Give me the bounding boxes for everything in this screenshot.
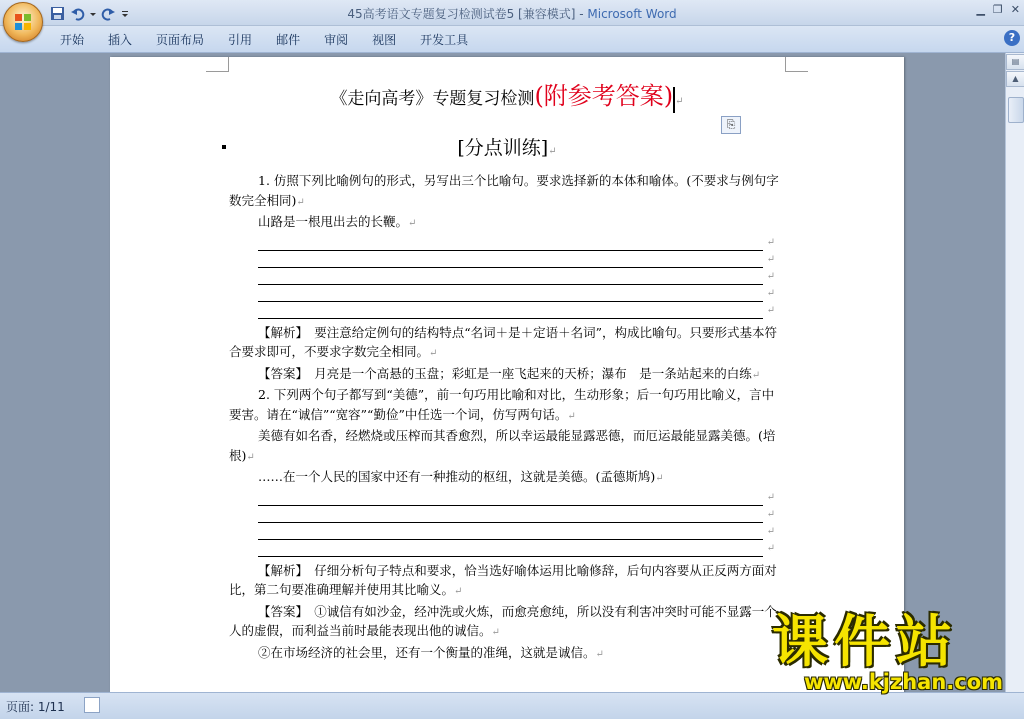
undo-icon[interactable]	[70, 6, 85, 21]
answer-line: ↵	[258, 523, 763, 540]
help-button[interactable]: ?	[1004, 30, 1020, 46]
save-icon[interactable]	[50, 6, 65, 21]
undo-dropdown-icon[interactable]	[90, 6, 96, 21]
answer-line: ↵	[258, 285, 763, 302]
paste-options-icon[interactable]: ⎘	[721, 116, 741, 134]
margin-corner-mark	[206, 57, 229, 72]
customize-qat-icon[interactable]	[121, 6, 129, 21]
question-1-analysis: 【解析】 要注意给定例句的结构特点“名词＋是＋定语＋名词”，构成比喻句。只要形式基本符合要求即可，不要求字数完全相同。↵	[229, 324, 778, 359]
vertical-scrollbar[interactable]	[1005, 53, 1024, 692]
question-2-example-2: ……在一个人民的国家中还有一种推动的枢纽，这就是美德。(孟德斯鸠)↵	[258, 469, 664, 484]
question-2-answer-2: ②在市场经济的社会里，还有一个衡量的准绳，这就是诚信。↵	[258, 644, 604, 660]
question-2: 2. 下列两个句子都写到“美德”，前一句巧用比喻和对比，生动形象；后一句巧用比喻义，言中要害。请在“诚信”“宽容”“勤俭”中任选一个词，仿写两句话。↵	[229, 387, 775, 422]
question-1-answer: 【答案】 月亮是一个高悬的玉盘；彩虹是一座飞起来的天桥；瀑布 是一条站起来的白练↵	[258, 365, 761, 381]
office-button[interactable]	[3, 2, 43, 42]
answer-line: ↵	[258, 251, 763, 268]
answer-line: ↵	[258, 268, 763, 285]
question-1: 1. 仿照下列比喻例句的形式，另写出三个比喻句。要求选择新的本体和喻体。(不要求与例句字数完全相同)↵	[229, 173, 779, 208]
ribbon-tab[interactable]: 引用	[228, 33, 253, 47]
ribbon-tabs	[0, 26, 1024, 53]
answer-line: ↵	[258, 234, 763, 251]
ribbon-tab[interactable]: 视图	[372, 33, 397, 47]
margin-corner-mark	[785, 57, 808, 72]
proofing-icon[interactable]	[84, 697, 100, 713]
close-button[interactable]: ✕	[1010, 3, 1020, 16]
section-heading: [分点训练]↵	[229, 133, 785, 163]
ribbon-tab[interactable]: 页面布局	[156, 33, 205, 47]
ribbon-tab[interactable]: 插入	[108, 33, 133, 47]
status-bar	[0, 692, 1024, 719]
question-2-analysis: 【解析】 仔细分析句子特点和要求，恰当选好喻体运用比喻修辞，后句内容要从正反两方面对比，第二句要准确理解并使用其比喻义。↵	[229, 562, 777, 597]
tab-list	[48, 31, 480, 49]
window-title: 45高考语文专题复习检测试卷5 [兼容模式] - Microsoft Word	[347, 7, 677, 21]
ruler-toggle-icon[interactable]: ▤	[1006, 54, 1024, 70]
watermark-url: www.kjzhan.com	[804, 670, 1004, 694]
document-page[interactable]	[110, 57, 904, 692]
ribbon-tab[interactable]: 邮件	[276, 33, 301, 47]
question-2-example-1: 美德有如名香，经燃烧或压榨而其香愈烈，所以幸运最能显露恶德，而厄运最能显露美德。(培根)↵	[229, 428, 776, 463]
redo-icon[interactable]	[101, 6, 116, 21]
answer-line: ↵	[258, 540, 763, 557]
title-bar	[0, 0, 1024, 26]
answer-line: ↵	[258, 506, 763, 523]
doc-title: 《走向高考》专题复习检测(附参考答案) ↵	[229, 79, 785, 113]
document-workspace	[0, 53, 1005, 692]
question-2-answer: 【答案】 ①诚信有如沙金，经冲洗或火炼，而愈亮愈纯，所以没有利害冲突时可能不显露一个人的虚假，而利益当前时最能表现出他的诚信。↵	[229, 603, 777, 638]
question-1-example: 山路是一根甩出去的长鞭。↵	[258, 214, 417, 229]
ribbon-tab[interactable]: 审阅	[324, 33, 349, 47]
office-logo-icon	[13, 12, 33, 32]
watermark-brand: 课件站	[772, 610, 958, 675]
restore-button[interactable]: ❐	[992, 3, 1003, 16]
window-controls	[976, 3, 1020, 16]
scroll-up-icon[interactable]: ▲	[1006, 71, 1024, 87]
scroll-thumb[interactable]	[1008, 97, 1024, 123]
ribbon-tab[interactable]: 开始	[60, 33, 85, 47]
answer-line: ↵	[258, 302, 763, 319]
document-body	[229, 79, 785, 664]
quick-access-toolbar	[50, 4, 129, 22]
watermark-logo	[772, 612, 1022, 694]
ribbon-tab[interactable]: 开发工具	[420, 33, 469, 47]
minimize-button[interactable]: ▁	[976, 3, 985, 16]
page-count[interactable]: 页面: 1/11	[6, 700, 65, 714]
answer-line: ↵	[258, 489, 763, 506]
